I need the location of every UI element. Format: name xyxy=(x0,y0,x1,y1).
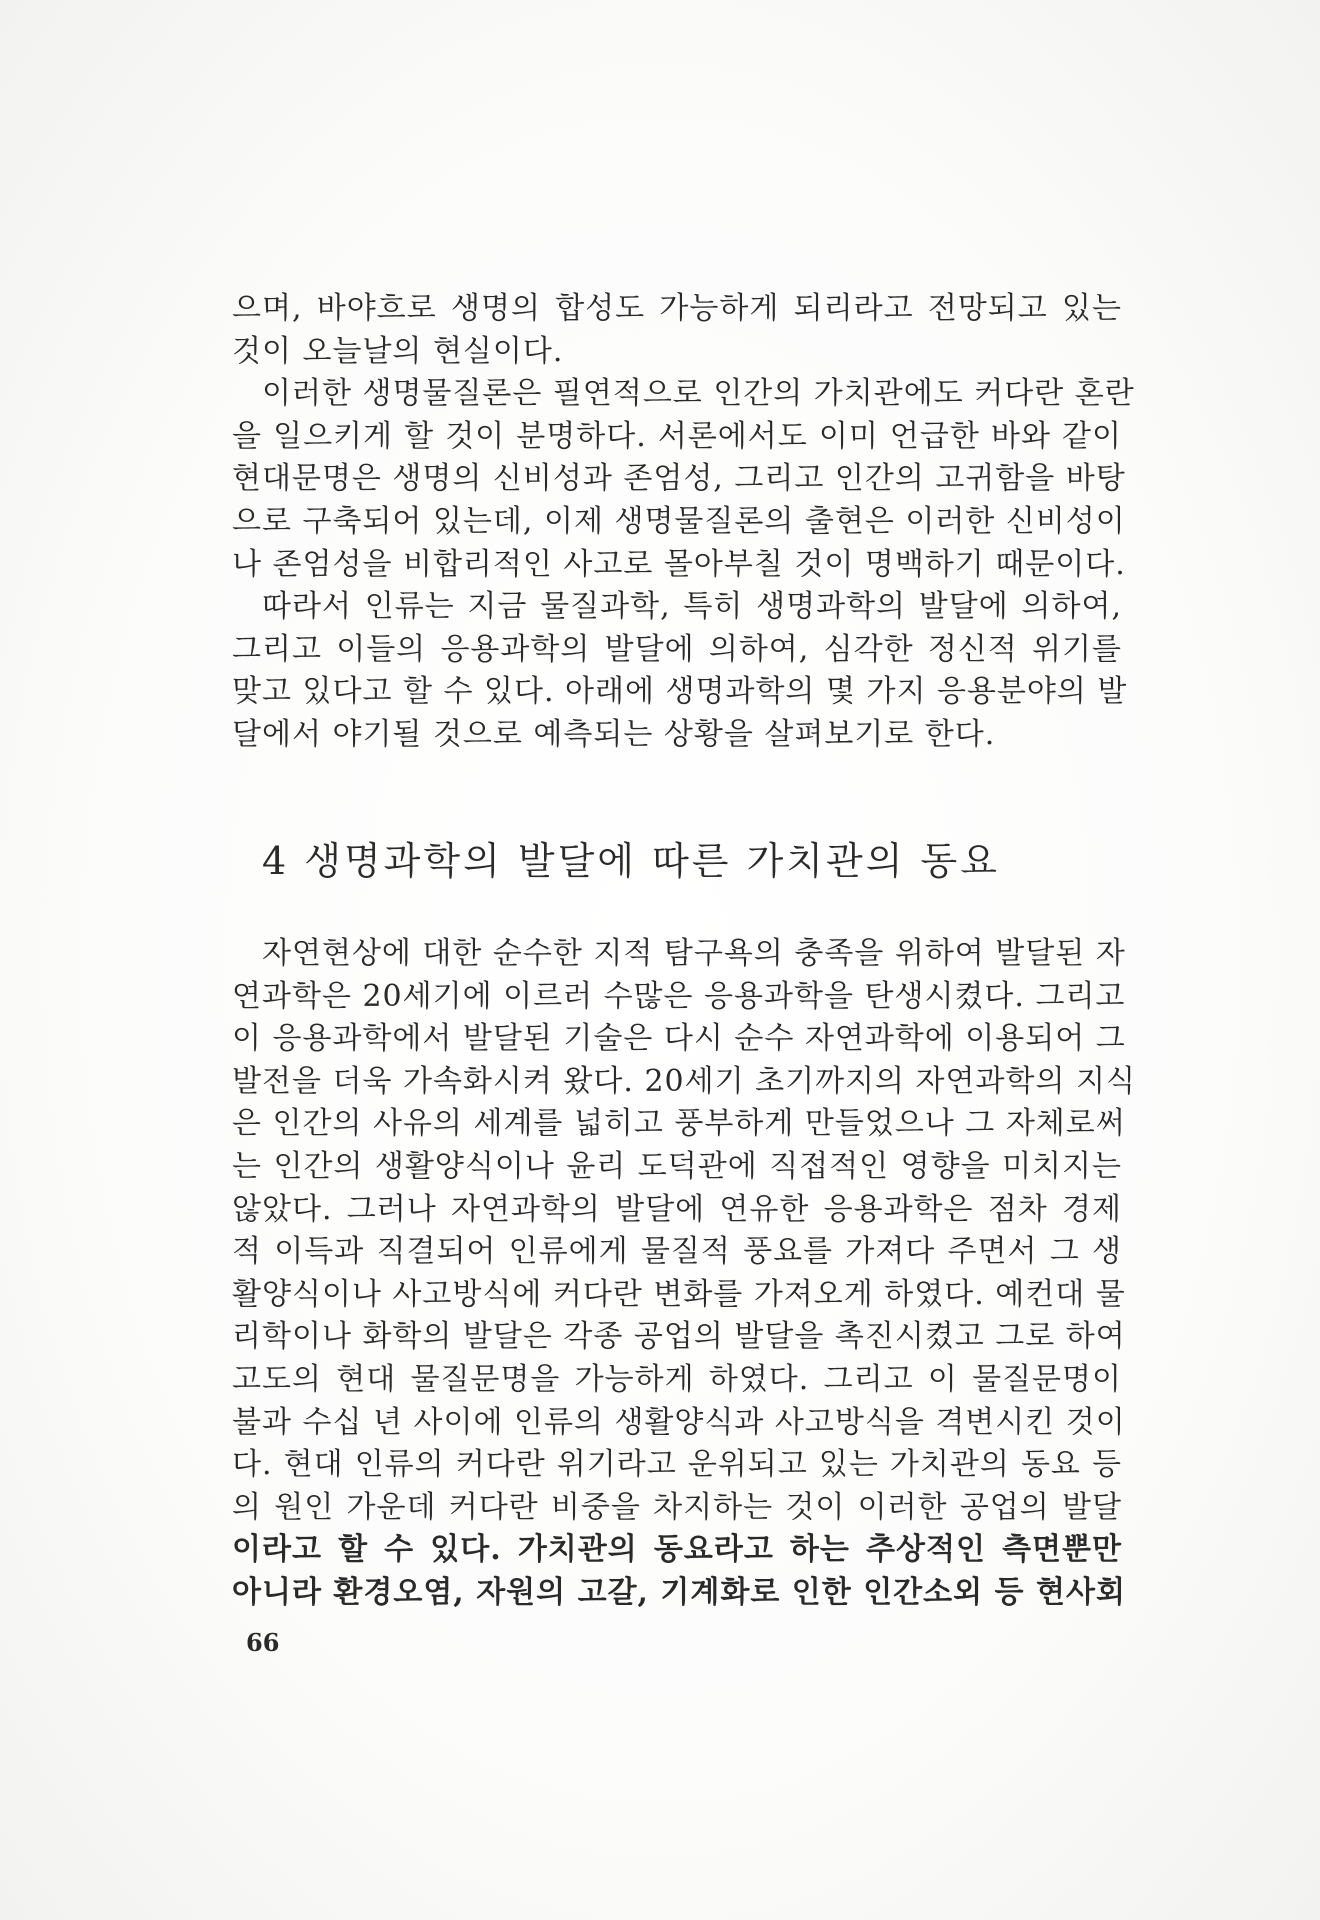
text-line: 따라서 인류는 지금 물질과학, 특히 생명과학의 발달에 의하여, xyxy=(262,589,1122,625)
text-line: 의 원인 가운데 커다란 비중을 차지하는 것이 이러한 공업의 발달 xyxy=(232,1489,1122,1525)
text-line: 고도의 현대 물질문명을 가능하게 하였다. 그리고 이 물질문명이 xyxy=(232,1361,1122,1397)
text-line: 것이 오늘날의 현실이다. xyxy=(232,333,564,369)
page-number: 66 xyxy=(246,1628,280,1657)
text-line: 나 존엄성을 비합리적인 사고로 몰아부칠 것이 명백하기 때문이다. xyxy=(232,546,1126,582)
text-line: 이라고 할 수 있다. 가치관의 동요라고 하는 추상적인 측면뿐만 xyxy=(232,1532,1122,1568)
text-line: 이러한 생명물질론은 필연적으로 인간의 가치관에도 커다란 혼란 xyxy=(262,376,1135,412)
text-line: 는 인간의 생활양식이나 윤리 도덕관에 직접적인 영향을 미치지는 xyxy=(232,1148,1122,1184)
text-line: 리학이나 화학의 발달은 각종 공업의 발달을 촉진시켰고 그로 하여 xyxy=(232,1319,1126,1355)
section-heading: 4 생명과학의 발달에 따른 가치관의 동요 xyxy=(262,839,1000,883)
text-line: 활양식이나 사고방식에 커다란 변화를 가져오게 하였다. 예컨대 물 xyxy=(232,1276,1126,1312)
section-text-block xyxy=(232,933,1136,1615)
text-line: 달에서 야기될 것으로 예측되는 상황을 살펴보기로 한다. xyxy=(232,716,996,752)
text-line: 맞고 있다고 할 수 있다. 아래에 생명과학의 몇 가지 응용분야의 발 xyxy=(232,674,1128,710)
text-line: 자연현상에 대한 순수한 지적 탐구욕의 충족을 위하여 발달된 자 xyxy=(262,936,1126,971)
text-line: 적 이득과 직결되어 인류에게 물질적 풍요를 가져다 주면서 그 생 xyxy=(232,1234,1122,1270)
text-line: 으며, 바야흐로 생명의 합성도 가능하게 되리라고 전망되고 있는 xyxy=(232,291,1122,326)
text-line: 않았다. 그러나 자연과학의 발달에 연유한 응용과학은 점차 경제 xyxy=(232,1191,1122,1227)
top-text-block xyxy=(232,288,1135,757)
text-line: 으로 구축되어 있는데, 이제 생명물질론의 출현은 이러한 신비성이 xyxy=(232,503,1126,539)
text-line: 은 인간의 사유의 세계를 넓히고 풍부하게 만들었으나 그 자체로써 xyxy=(232,1106,1126,1142)
text-line: 다. 현대 인류의 커다란 위기라고 운위되고 있는 가치관의 동요 등 xyxy=(232,1447,1122,1483)
text-line: 그리고 이들의 응용과학의 발달에 의하여, 심각한 정신적 위기를 xyxy=(232,631,1122,667)
text-line: 발전을 더욱 가속화시켜 왔다. 20세기 초기까지의 자연과학의 지식 xyxy=(232,1063,1136,1099)
text-line: 연과학은 20세기에 이르러 수많은 응용과학을 탄생시켰다. 그리고 xyxy=(232,978,1126,1014)
text-line: 을 일으키게 할 것이 분명하다. 서론에서도 이미 언급한 바와 같이 xyxy=(232,418,1122,454)
text-line: 불과 수십 년 사이에 인류의 생활양식과 사고방식을 격변시킨 것이 xyxy=(232,1404,1126,1440)
text-line: 이 응용과학에서 발달된 기술은 다시 순수 자연과학에 이용되어 그 xyxy=(232,1021,1126,1057)
text-line: 현대문명은 생명의 신비성과 존엄성, 그리고 인간의 고귀함을 바탕 xyxy=(232,461,1126,497)
text-line: 아니라 환경오염, 자원의 고갈, 기계화로 인한 인간소외 등 현사회 xyxy=(232,1574,1126,1610)
